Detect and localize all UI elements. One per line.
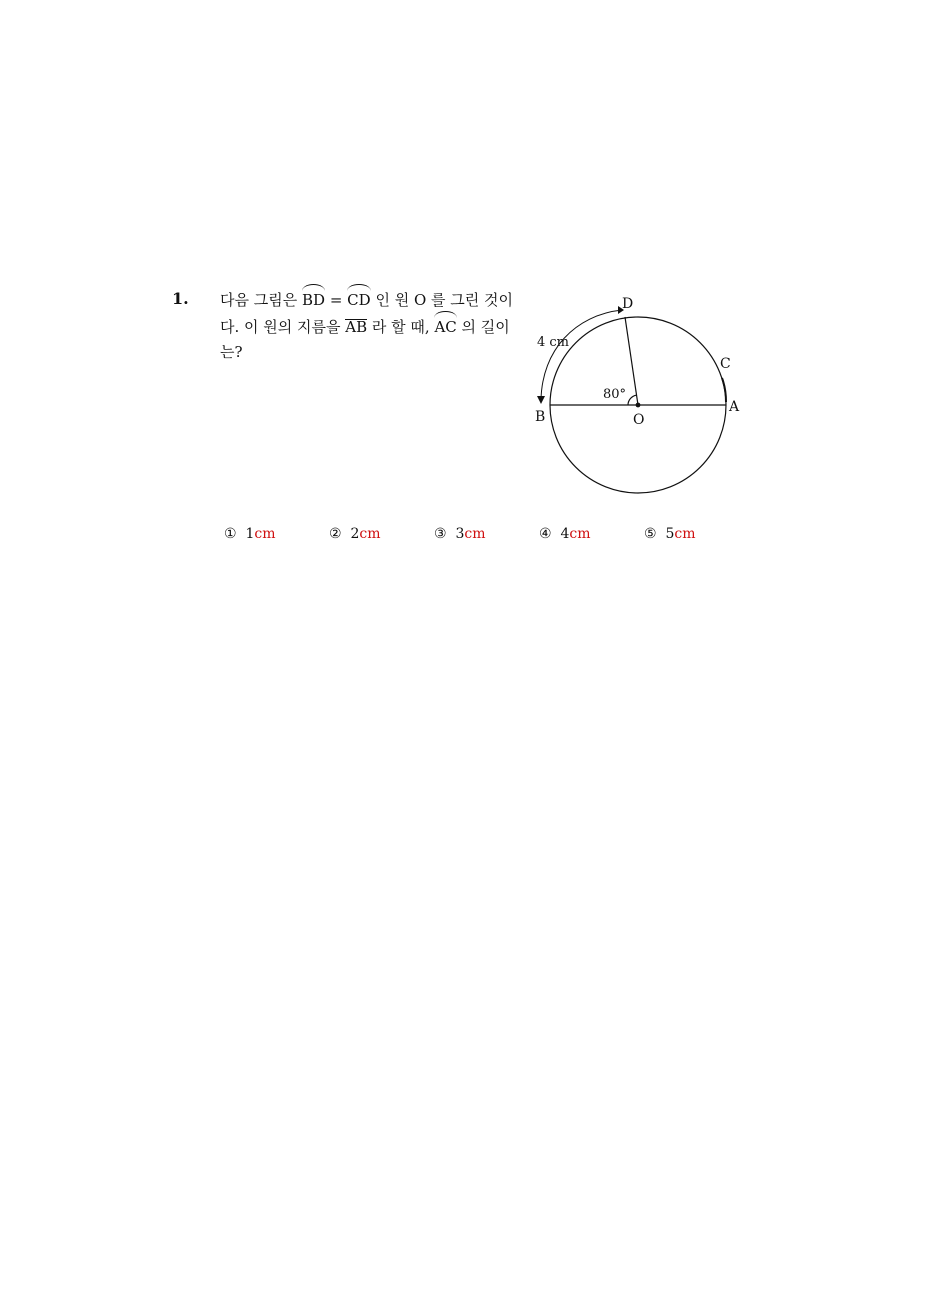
choice-mark: ③ — [434, 526, 447, 542]
choice-unit: cm — [569, 526, 591, 542]
segment-ab: AB — [345, 318, 368, 336]
arc-mark-ca — [722, 378, 726, 402]
choice-1[interactable] — [224, 526, 276, 542]
choice-value: 2 — [350, 526, 360, 542]
question-text-part: = — [325, 291, 348, 309]
question-line-1 — [220, 286, 520, 313]
question-number: 1. — [172, 289, 189, 308]
arc-cd: CD — [347, 286, 371, 313]
choice-unit: cm — [254, 526, 276, 542]
question-line-3: 는? — [220, 343, 243, 361]
choice-unit: cm — [674, 526, 696, 542]
question-line-2 — [220, 313, 520, 340]
choice-unit: cm — [359, 526, 381, 542]
choice-value: 5 — [665, 526, 675, 542]
choice-value: 4 — [560, 526, 570, 542]
choice-4[interactable] — [539, 526, 591, 542]
question-text-part: 인 원 O 를 그린 것이 — [370, 291, 514, 309]
label-o: O — [633, 412, 645, 428]
arrow-head-b — [537, 396, 545, 404]
label-d: D — [622, 296, 634, 312]
angle-arc-80 — [628, 395, 637, 405]
radius-od — [625, 317, 638, 405]
question-text-part: 다음 그림은 — [220, 291, 302, 309]
choice-5[interactable] — [644, 526, 696, 542]
choice-mark: ④ — [539, 526, 552, 542]
center-point — [636, 403, 641, 408]
choice-value: 1 — [245, 526, 255, 542]
label-c: C — [720, 356, 731, 372]
choice-mark: ⑤ — [644, 526, 657, 542]
arc-bd: BD — [302, 286, 325, 313]
choice-mark: ① — [224, 526, 237, 542]
label-a: A — [729, 399, 740, 415]
circle-figure — [530, 290, 750, 502]
choice-2[interactable] — [329, 526, 381, 542]
choice-unit: cm — [464, 526, 486, 542]
choice-3[interactable] — [434, 526, 486, 542]
question-text-part: 의 길이 — [456, 318, 510, 336]
choice-value: 3 — [455, 526, 465, 542]
arc-length-label: 4 cm — [537, 335, 570, 350]
question-text-part: 다. 이 원의 지름을 — [220, 318, 346, 336]
label-b: B — [535, 409, 546, 425]
choice-mark: ② — [329, 526, 342, 542]
question-text — [220, 286, 520, 365]
arc-ac: AC — [434, 313, 456, 340]
angle-label: 80° — [603, 387, 627, 402]
question-text-part: 라 할 때, — [367, 318, 435, 336]
